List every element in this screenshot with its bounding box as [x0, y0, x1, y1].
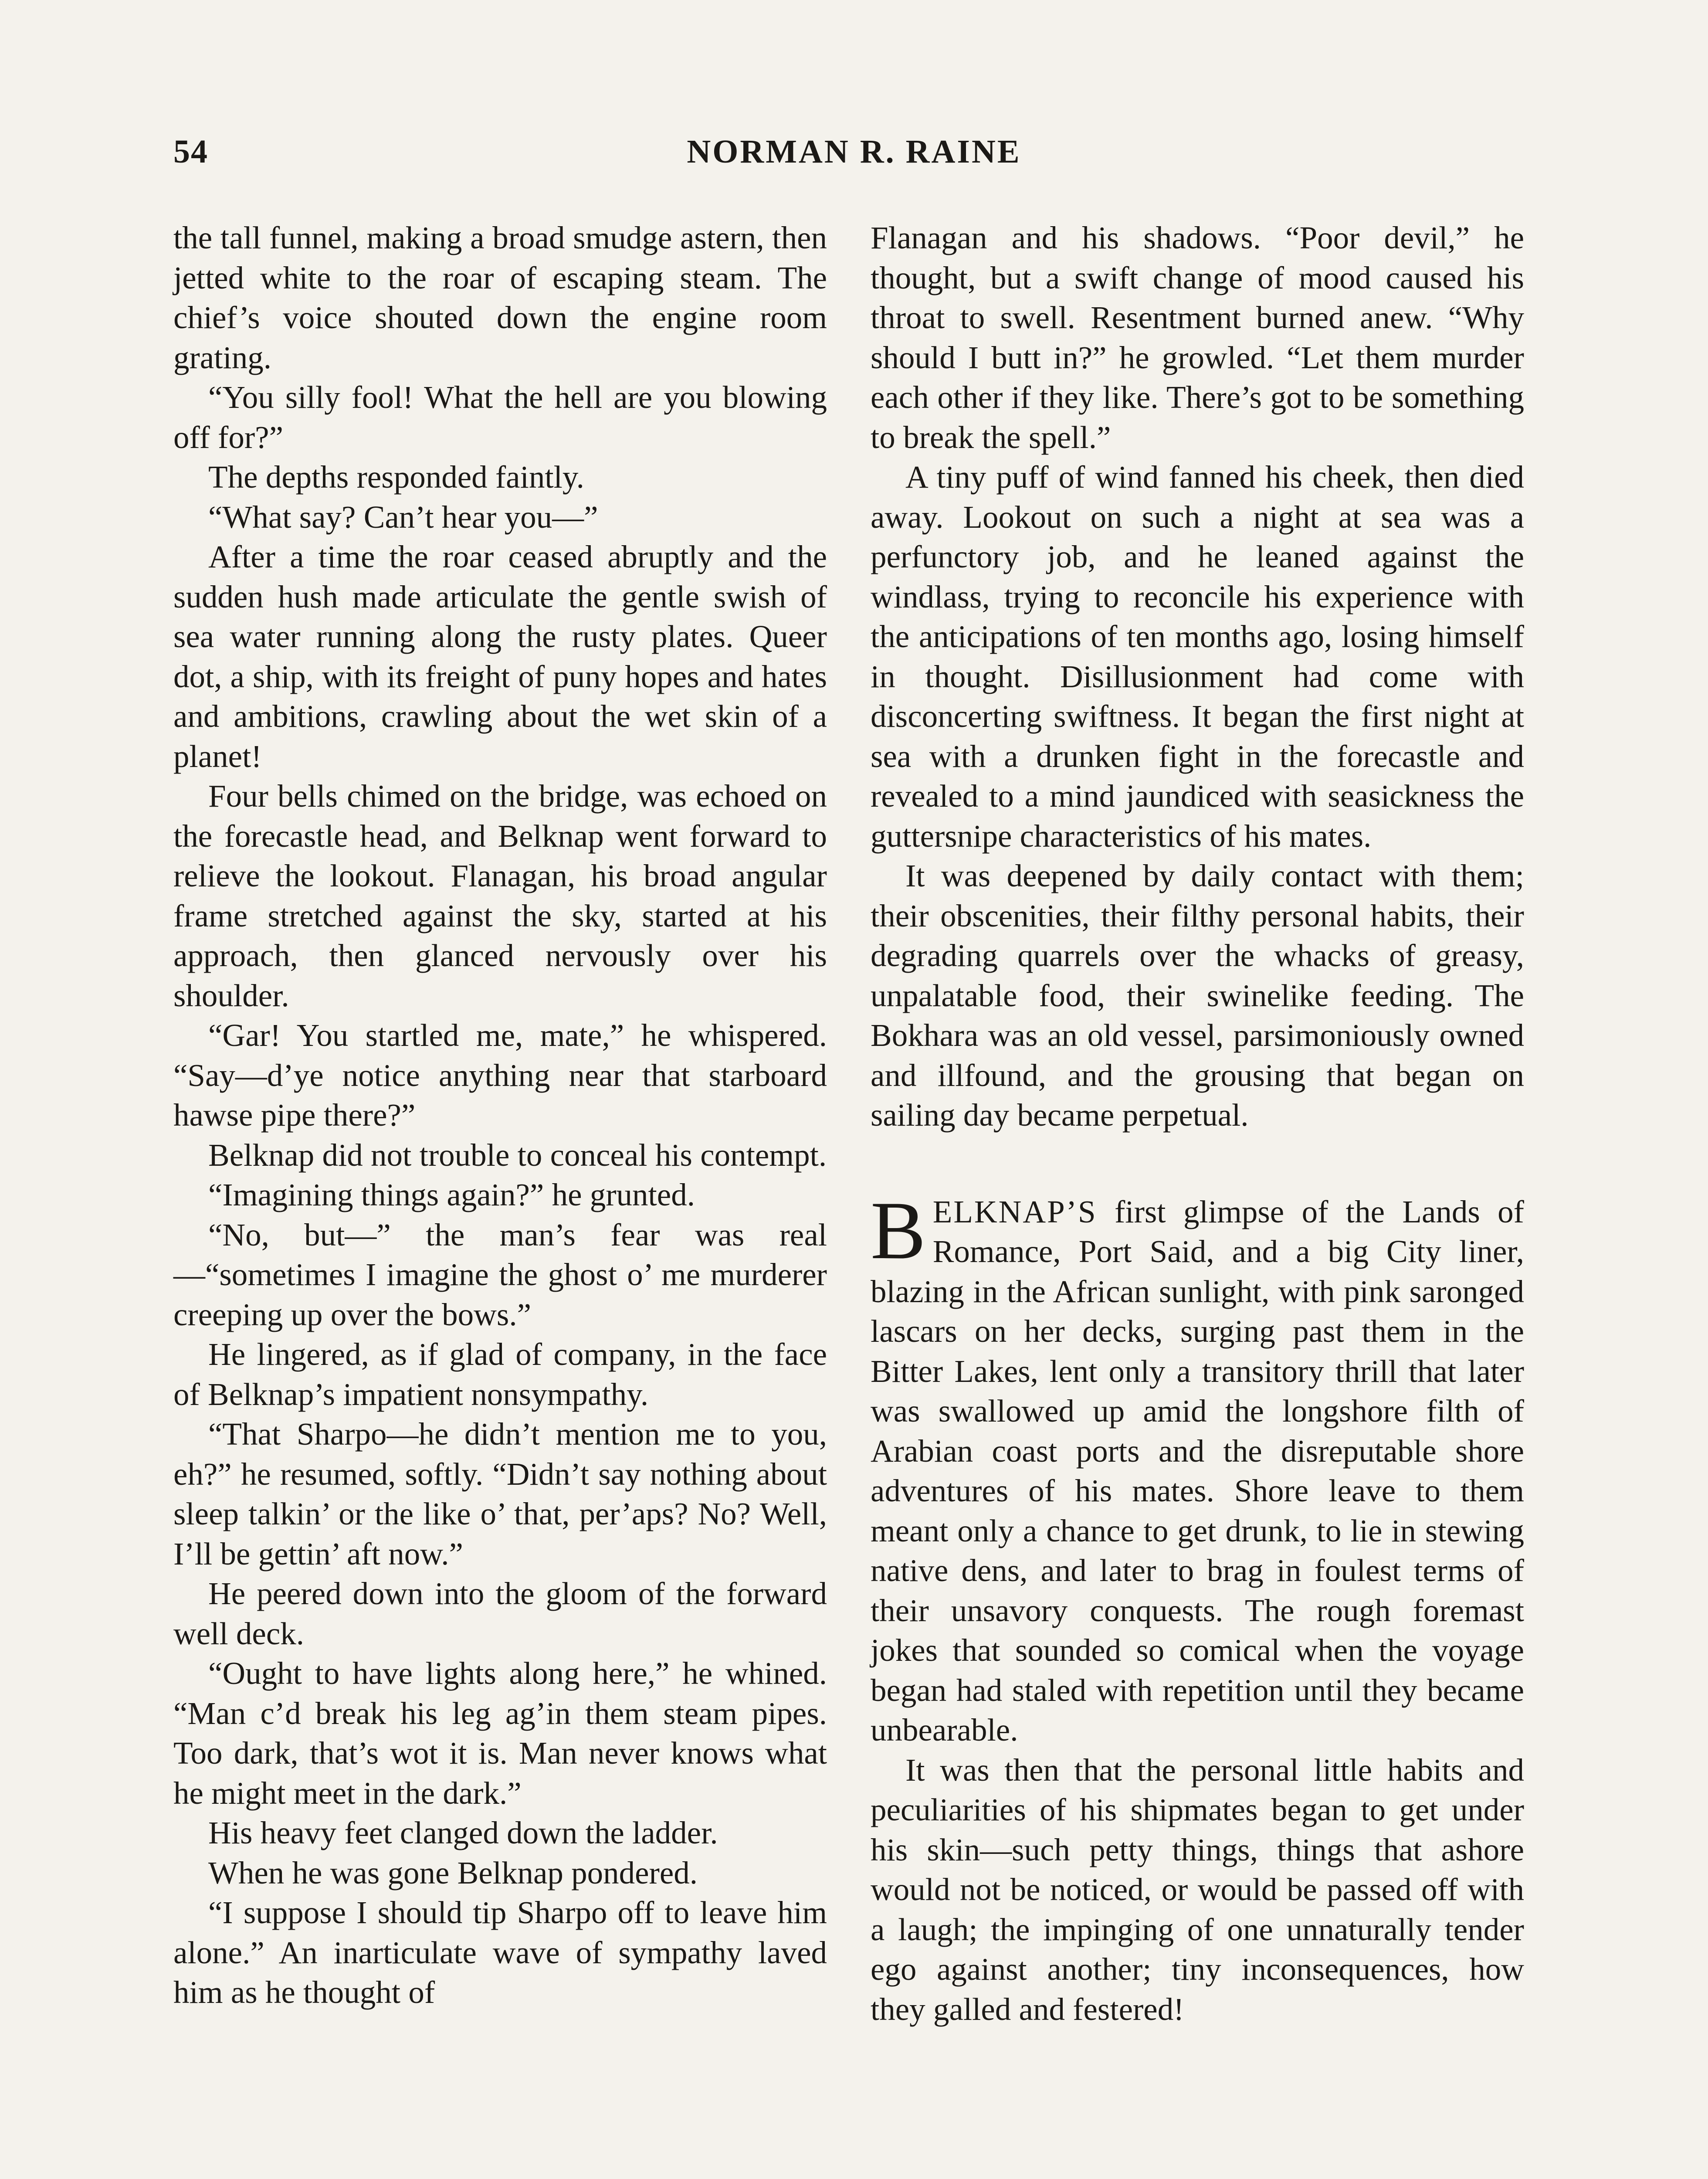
paragraph: “I suppose I should tip Sharpo off to leave him alone.” An inarticulate wave of sympathy laved him as he thought of: [173, 1895, 827, 2010]
paragraph: “That Sharpo—he didn’t mention me to you, eh?” he resumed, softly. “Didn’t say nothing about sleep talkin’ or the like o’ that, per’aps? No? Well, I’ll be gettin’ aft now.”: [173, 1416, 827, 1571]
paragraph: Belknap did not trouble to conceal his contempt.: [208, 1137, 827, 1173]
paragraph: “Ought to have lights along here,” he whined. “Man c’d break his leg ag’in them steam pipes. Too dark, that’s wot it is. Man never knows what he might meet in the dark.”: [173, 1656, 827, 1811]
paragraph: “No, but—” the man’s fear was real—“sometimes I imagine the ghost o’ me murderer creeping up over the bows.”: [173, 1217, 827, 1332]
paragraph: A tiny puff of wind fanned his cheek, then died away. Lookout on such a night at sea was a perfunctory job, and he leaned against the windlass, trying to reconcile his experience with the anticipations of ten months ago, losing himself in thought. Disillusionment had come with disconcerting swiftness. It began the first night at sea with a drunken fight in the forecastle and revealed to a mind jaundiced with seasickness the guttersnipe characteristics of his mates.: [871, 459, 1524, 854]
paragraph: “You silly fool! What the hell are you blowing off for?”: [173, 380, 827, 455]
paragraph: “Gar! You startled me, mate,” he whispered. “Say—d’ye notice anything near that starboard hawse pipe there?”: [173, 1018, 827, 1133]
running-head: NORMAN R. RAINE: [687, 133, 1021, 170]
paragraph: After a time the roar ceased abruptly and the sudden hush made articulate the gentle swish of sea water running along the rusty plates. Queer dot, a ship, with its freight of puny hopes and hates and ambitions, crawling about the wet skin of a planet!: [173, 539, 827, 774]
section-break: [871, 1135, 1524, 1192]
paragraph: When he was gone Belknap pondered.: [208, 1855, 698, 1891]
right-column: [871, 218, 1524, 2029]
paragraph: Four bells chimed on the bridge, was echoed on the forecastle head, and Belknap went forward to relieve the lookout. Flanagan, his broad angular frame stretched against the sky, started at his approach, then glanced nervously over his shoulder.: [173, 778, 827, 1013]
left-column: [173, 218, 827, 2013]
paragraph: “Imagining things again?” he grunted.: [208, 1177, 695, 1212]
paragraph: “What say? Can’t hear you—”: [208, 499, 598, 535]
paragraph: He peered down into the gloom of the forward well deck.: [173, 1576, 827, 1651]
lead-in-caps: ELKNAP’S: [932, 1194, 1097, 1229]
paragraph: Flanagan and his shadows. “Poor devil,” he thought, but a swift change of mood caused his throat to swell. Resentment burned anew. “Why should I butt in?” he growled. “Let them murder each other if they like. There’s got to be something to break the spell.”: [871, 220, 1524, 455]
paragraph: the tall funnel, making a broad smudge astern, then jetted white to the roar of escaping steam. The chief’s voice shouted down the engine room grating.: [173, 220, 827, 375]
drop-cap: B: [871, 1185, 926, 1276]
paragraph: He lingered, as if glad of company, in the face of Belknap’s impatient nonsympathy.: [173, 1337, 827, 1412]
paragraph: It was then that the personal little habits and peculiarities of his shipmates began to get under his skin—such petty things, things that ashore would not be noticed, or would be passed off with a laugh; the impinging of one unnaturally tender ego against another; tiny inconsequences, how they galled and festered!: [871, 1752, 1524, 2027]
page-number: 54: [173, 133, 208, 170]
paragraph: The depths responded faintly.: [208, 459, 584, 495]
paragraph-text: first glimpse of the Lands of Romance, Port Said, and a big City liner, blazing in the African sunlight, with pink saronged lascars on her decks, surging past them in the Bitter Lakes, lent only a transitory thrill that later was swallowed up amid the longshore filth of Arabian coast ports and the disreputable shore adventures of his mates. Shore leave to them meant only a chance to get drunk, to lie in stewing native dens, and later to brag in foulest terms of their unsavory conquests. The rough foremast jokes that sounded so comical when the voyage began had staled with repetition until they became unbearable.: [871, 1194, 1524, 1748]
section-opening-paragraph: [871, 1185, 1524, 1750]
paragraph: His heavy feet clanged down the ladder.: [208, 1815, 718, 1850]
paragraph: It was deepened by daily contact with them; their obscenities, their filthy personal habits, their degrading quarrels over the whacks of greasy, unpalatable food, their swinelike feeding. The Bokhara was an old vessel, parsimoniously owned and illfound, and the grousing that began on sailing day became perpetual.: [871, 858, 1524, 1133]
